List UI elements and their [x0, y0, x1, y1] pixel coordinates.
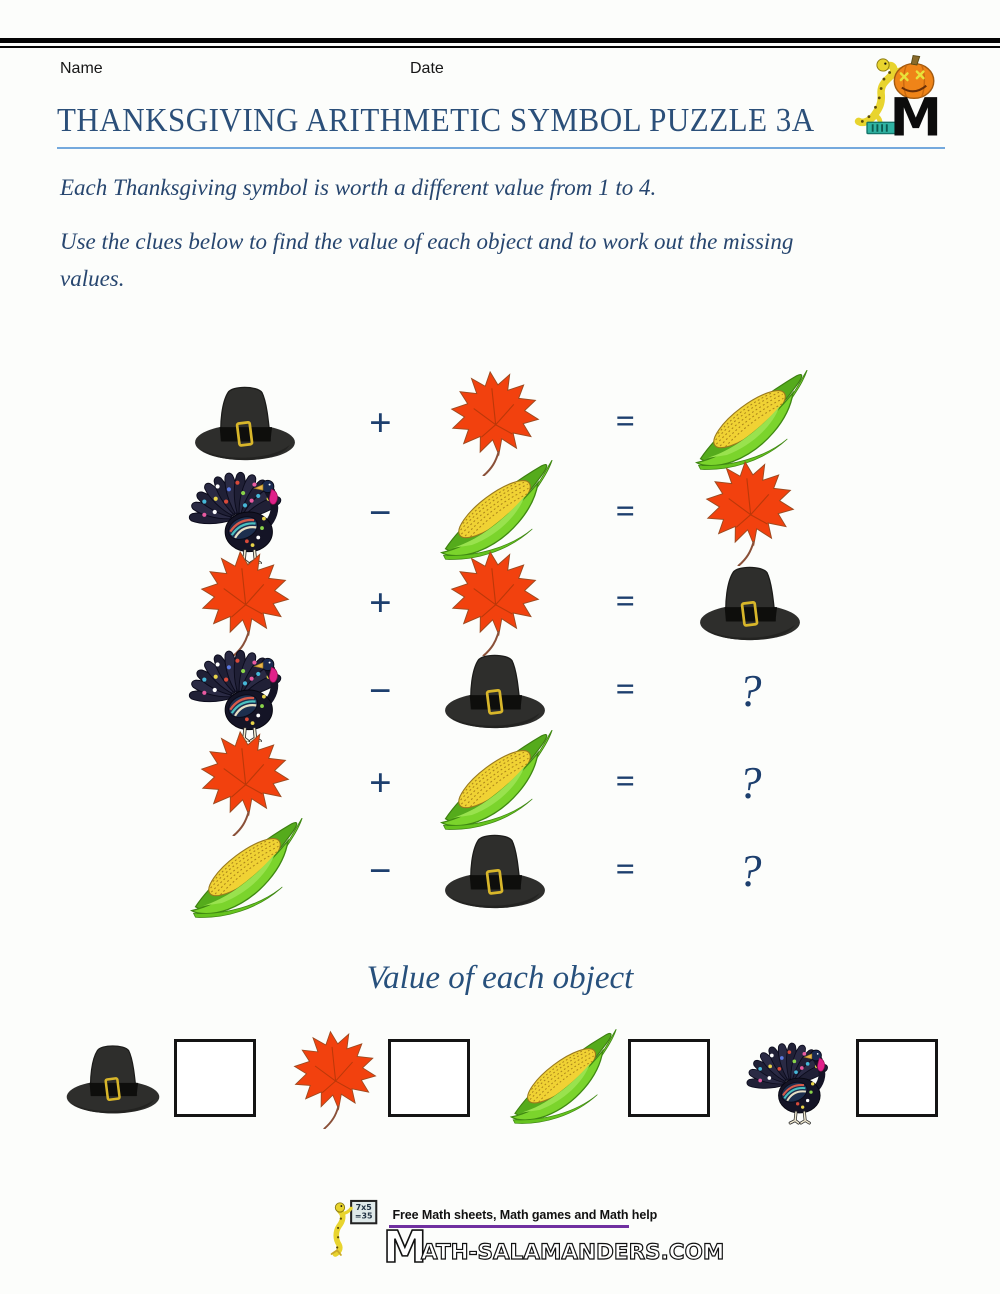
- pilgrim-hat-icon: [62, 1037, 164, 1120]
- footer-salamander-icon: [326, 1196, 380, 1258]
- pilgrim-hat-icon: [440, 646, 550, 735]
- answer-box: [856, 1039, 938, 1117]
- equals-sign: =: [615, 403, 635, 440]
- plus-operator: +: [368, 399, 392, 445]
- instruction-line-1: Each Thanksgiving symbol is worth a different value from 1 to 4.: [60, 175, 657, 200]
- minus-operator: −: [367, 847, 393, 893]
- site-logo: [852, 52, 946, 149]
- footer-divider: [389, 1225, 629, 1228]
- plus-operator: +: [368, 579, 392, 625]
- maple-leaf-icon: [292, 1028, 378, 1129]
- equations-section: [140, 368, 830, 908]
- maple-leaf-icon: [449, 548, 541, 656]
- equation-row-2: [140, 458, 830, 548]
- corn-icon: [506, 1029, 618, 1128]
- corn-icon: [186, 818, 304, 922]
- svg-text:=35: =35: [354, 1211, 373, 1221]
- pilgrim-hat-icon: [440, 826, 550, 915]
- footer: [0, 1196, 1000, 1273]
- turkey-icon: [188, 638, 302, 742]
- answer-box: [388, 1039, 470, 1117]
- equals-sign: =: [615, 493, 635, 530]
- wordmark-text: ATH-SALAMANDERS.COM: [420, 1240, 724, 1265]
- equation-row-4: [140, 638, 830, 728]
- date-label: Date: [410, 60, 444, 77]
- equation-row-1: [140, 368, 830, 458]
- equals-sign: =: [615, 583, 635, 620]
- title-underline: [57, 147, 945, 149]
- value-item-leaf: [292, 1028, 470, 1129]
- plus-operator: +: [368, 759, 392, 805]
- pilgrim-hat-icon: [190, 378, 300, 467]
- value-items: [62, 1028, 938, 1128]
- equation-row-3: [140, 548, 830, 638]
- question-mark: ?: [738, 844, 762, 896]
- maple-leaf-icon: [704, 458, 796, 566]
- equation-row-5: [140, 728, 830, 818]
- equation-row-6: [140, 818, 830, 908]
- top-border: [0, 38, 1000, 43]
- answer-box: [628, 1039, 710, 1117]
- svg-text:7x5: 7x5: [355, 1203, 372, 1213]
- top-border-thin: [0, 46, 1000, 48]
- value-item-hat: [62, 1037, 256, 1120]
- value-item-turkey: [746, 1030, 938, 1126]
- minus-operator: −: [367, 489, 393, 535]
- instruction-line-2: Use the clues below to find the value of each object and to work out the missing values.: [60, 229, 794, 291]
- pilgrim-hat-icon: [695, 558, 805, 647]
- footer-tagline: Free Math sheets, Math games and Math help: [392, 1208, 658, 1222]
- value-heading: Value of each object: [366, 960, 634, 996]
- corn-icon: [436, 730, 554, 834]
- equals-sign: =: [615, 671, 635, 708]
- name-label: Name: [60, 60, 103, 77]
- logo-m-letter: M: [889, 87, 940, 149]
- minus-operator: −: [367, 667, 393, 713]
- answer-box: [174, 1039, 256, 1117]
- question-mark: ?: [738, 664, 762, 716]
- equals-sign: =: [615, 851, 635, 888]
- page-title: THANKSGIVING ARITHMETIC SYMBOL PUZZLE 3A: [57, 101, 815, 139]
- wordmark-m: M: [382, 1222, 425, 1273]
- question-mark: ?: [738, 756, 762, 808]
- equals-sign: =: [615, 763, 635, 800]
- turkey-icon: [746, 1030, 846, 1126]
- footer-wordmark: [382, 1222, 724, 1273]
- value-item-corn: [506, 1029, 710, 1128]
